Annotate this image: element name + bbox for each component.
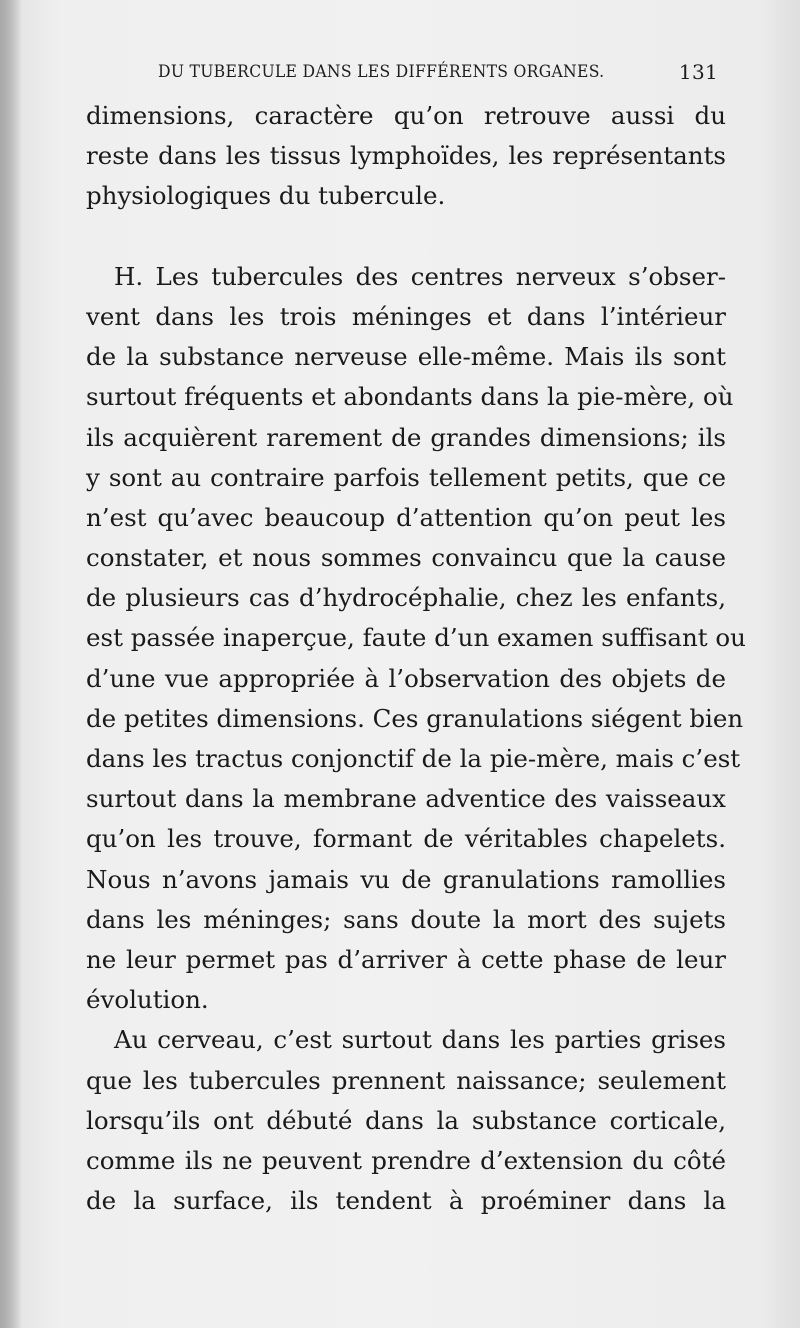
text-line: constater, et nous sommes convaincu que la cause: [86, 543, 726, 573]
text-line: physiologiques du tubercule.: [86, 181, 446, 211]
text-line: dimensions, caractère qu’on retrouve aussi du: [86, 101, 726, 130]
text-line: est passée inaperçue, faute d’un examen suffisant ou: [86, 623, 746, 653]
text-line: y sont au contraire parfois tellement petits, que ce: [86, 462, 726, 492]
text-line: n’est qu’avec beaucoup d’attention qu’on peut les: [86, 502, 726, 532]
running-head-title: DU TUBERCULE DANS LES DIFFÉRENTS ORGANES.: [158, 62, 605, 82]
gutter-shadow: [0, 0, 22, 1328]
text-line: dans les méninges; sans doute la mort des sujets: [86, 904, 726, 934]
text-line: Au cerveau, c’est surtout dans les parties grises: [114, 1025, 726, 1055]
text-line: vent dans les trois méninges et dans l’intérieur: [86, 301, 726, 331]
text-line: comme ils ne peuvent prendre d’extension du côté: [86, 1145, 726, 1175]
text-line: de petites dimensions. Ces granulations siégent bien: [86, 703, 744, 733]
text-line: de plusieurs cas d’hydrocéphalie, chez les enfants,: [86, 583, 726, 613]
text-line: évolution.: [86, 985, 209, 1015]
text-line: de la surface, ils tendent à proéminer dans la: [86, 1186, 726, 1216]
body-text: [86, 96, 746, 1221]
page-number: 131: [678, 60, 718, 84]
text-line: surtout dans la membrane adventice des vaisseaux: [86, 784, 726, 814]
text-line: reste dans les tissus lymphoïdes, les représentants: [86, 141, 726, 171]
running-head: [158, 58, 720, 88]
text-line: surtout fréquents et abondants dans la pie-mère, où: [86, 382, 734, 412]
text-line: H. Les tubercules des centres nerveux s’obser-: [114, 261, 726, 291]
text-line: qu’on les trouve, formant de véritables chapelets.: [86, 824, 726, 854]
text-line: dans les tractus conjonctif de la pie-mère, mais c’est: [86, 744, 741, 773]
paragraph-gap: [86, 217, 726, 257]
text-line: ne leur permet pas d’arriver à cette phase de leur: [86, 944, 726, 974]
text-line: de la substance nerveuse elle-même. Mais ils sont: [86, 342, 726, 372]
text-line: ils acquièrent rarement de grandes dimensions; ils: [86, 422, 726, 452]
text-line: d’une vue appropriée à l’observation des objets de: [86, 663, 726, 693]
text-line: lorsqu’ils ont débuté dans la substance corticale,: [86, 1105, 726, 1135]
text-line: que les tubercules prennent naissance; seulement: [86, 1065, 726, 1095]
text-line: Nous n’avons jamais vu de granulations ramollies: [86, 864, 726, 894]
